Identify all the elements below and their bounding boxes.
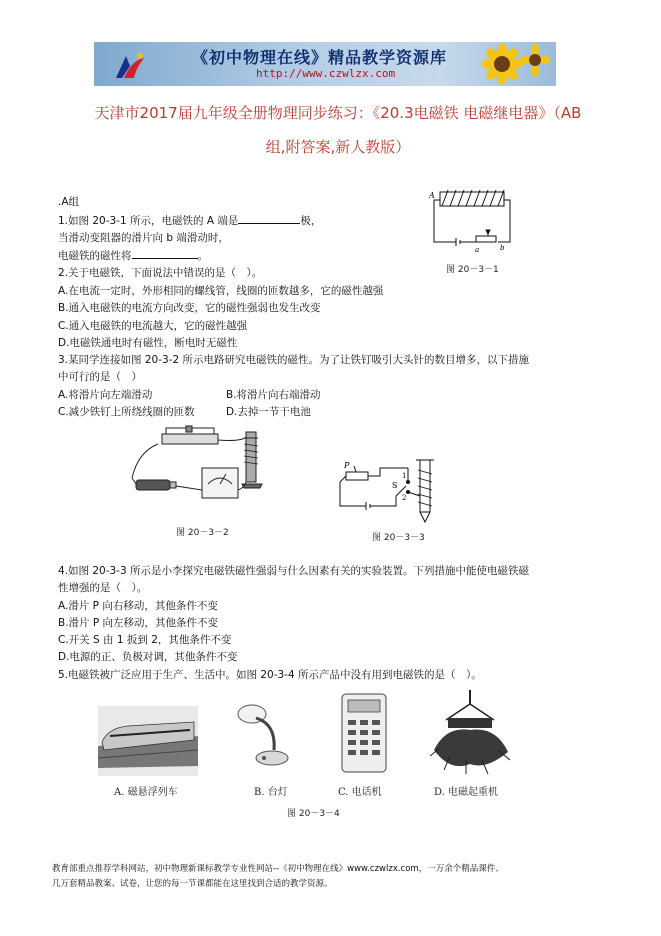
- page-footer: [52, 862, 622, 892]
- fig3-label-p: P: [344, 461, 350, 470]
- fig1-label-b: b: [500, 244, 505, 252]
- fig1-label-a-lower: a: [475, 246, 480, 254]
- q2-option-c: C.通入电磁铁的电流越大，它的磁性越强: [58, 320, 248, 332]
- answer-blank: [238, 212, 300, 224]
- footer-line-2: 几万套精品教案、试卷，让您的每一节课都能在这里找到合适的教学资源。: [52, 879, 333, 889]
- q3-option-c: C.减少铁钉上所绕线圈的匝数: [58, 406, 195, 418]
- q3-option-b: B.将滑片向右端滑动: [226, 389, 321, 401]
- site-logo-icon: [112, 48, 148, 82]
- fig3-label-s: S: [392, 481, 398, 490]
- sunflower-icon: [480, 44, 550, 84]
- banner-url: http://www.czwlzx.com: [256, 67, 396, 80]
- product-label-d: D. 电磁起重机: [434, 787, 499, 798]
- desk-lamp-image: [234, 694, 306, 776]
- q3-option-d: D.去掉一节干电池: [226, 406, 311, 418]
- q1-line-1-tail: 极，: [300, 215, 322, 227]
- telephone-image: [336, 690, 392, 778]
- fig3-label-1: 1: [402, 472, 407, 480]
- q4-stem-line-1: 4.如图 20-3-3 所示是小李探究电磁铁磁性强弱与什么因素有关的实验装置。下列措施中能使电磁铁磁: [58, 565, 529, 577]
- product-label-c: C. 电话机: [338, 787, 382, 798]
- q3-stem-line-1: 3.某同学连接如图 20-3-2 所示电路研究电磁铁的磁性。为了让铁钉吸引大头针的数目增多，以下措施: [58, 354, 529, 366]
- fig1-label-a-upper: A: [429, 191, 435, 200]
- q2-option-a: A.在电流一定时，外形相同的螺线管，线圈的匝数越多，它的磁性越强: [58, 285, 384, 297]
- q1-line-3-text: 电磁铁的磁性将: [58, 250, 132, 262]
- figure-20-3-3: [336, 456, 446, 526]
- q2-option-b: B.通入电磁铁的电流方向改变，它的磁性强弱也发生改变: [58, 302, 321, 314]
- q1-line-1: [58, 212, 321, 229]
- document-title-line-2: 组,附答案,新人教版）: [265, 138, 411, 156]
- footer-line-1: 教育部重点推荐学科网站，初中物理新课标教学专业性网站--《初中物理在线》www.czwlzx.com，一万余个精品课件、: [52, 864, 504, 874]
- q1-line-1-text: 1.如图 20-3-1 所示，电磁铁的 A 端是: [58, 215, 239, 227]
- figure-20-3-2-caption: 图 20－3－2: [176, 528, 229, 538]
- q2-option-d: D.电磁铁通电时有磁性，断电时无磁性: [58, 337, 238, 349]
- product-label-b: B. 台灯: [254, 787, 288, 798]
- figure-20-3-1: [428, 186, 528, 256]
- q3-stem-line-2: 中可行的是（ ）: [58, 371, 142, 383]
- q4-option-d: D.电源的正、负极对调，其他条件不变: [58, 651, 238, 663]
- figure-20-3-2: [118, 424, 278, 514]
- q4-option-c: C.开关 S 由 1 扳到 2，其他条件不变: [58, 634, 232, 646]
- q4-stem-line-2: 性增强的是（ ）。: [58, 582, 148, 594]
- q1-line-3: [58, 247, 208, 264]
- q1-line-2: 当滑动变阻器的滑片向 b 端滑动时，: [58, 232, 229, 244]
- product-label-a: A. 磁悬浮列车: [114, 787, 178, 798]
- q4-option-a: A.滑片 P 向右移动，其他条件不变: [58, 600, 218, 612]
- document-title-line-1: 天津市2017届九年级全册物理同步练习：《20.3电磁铁 电磁继电器》（AB: [94, 104, 582, 122]
- header-banner: [94, 42, 556, 86]
- section-a-label: .A组: [58, 196, 80, 208]
- figure-20-3-1-caption: 图 20－3－1: [446, 265, 499, 275]
- q1-line-3-tail: 。: [197, 250, 208, 262]
- banner-title: 《初中物理在线》精品教学资源库: [192, 48, 448, 67]
- answer-blank: [132, 247, 198, 259]
- q4-option-b: B.滑片 P 向左移动，其他条件不变: [58, 617, 219, 629]
- maglev-train-image: [98, 706, 198, 776]
- document-title: [58, 96, 618, 164]
- q3-option-a: A.将滑片向左端滑动: [58, 389, 153, 401]
- q2-stem: 2.关于电磁铁，下面说法中错误的是（ ）。: [58, 267, 263, 279]
- q5-stem: 5.电磁铁被广泛应用于生产、生活中。如图 20-3-4 所示产品中没有用到电磁铁的是（ ）。: [58, 669, 482, 681]
- fig3-label-2: 2: [402, 494, 407, 502]
- figure-20-3-4-caption: 图 20－3－4: [287, 809, 340, 819]
- electromagnetic-crane-image: [426, 690, 514, 776]
- figure-20-3-3-caption: 图 20－3－3: [372, 533, 425, 543]
